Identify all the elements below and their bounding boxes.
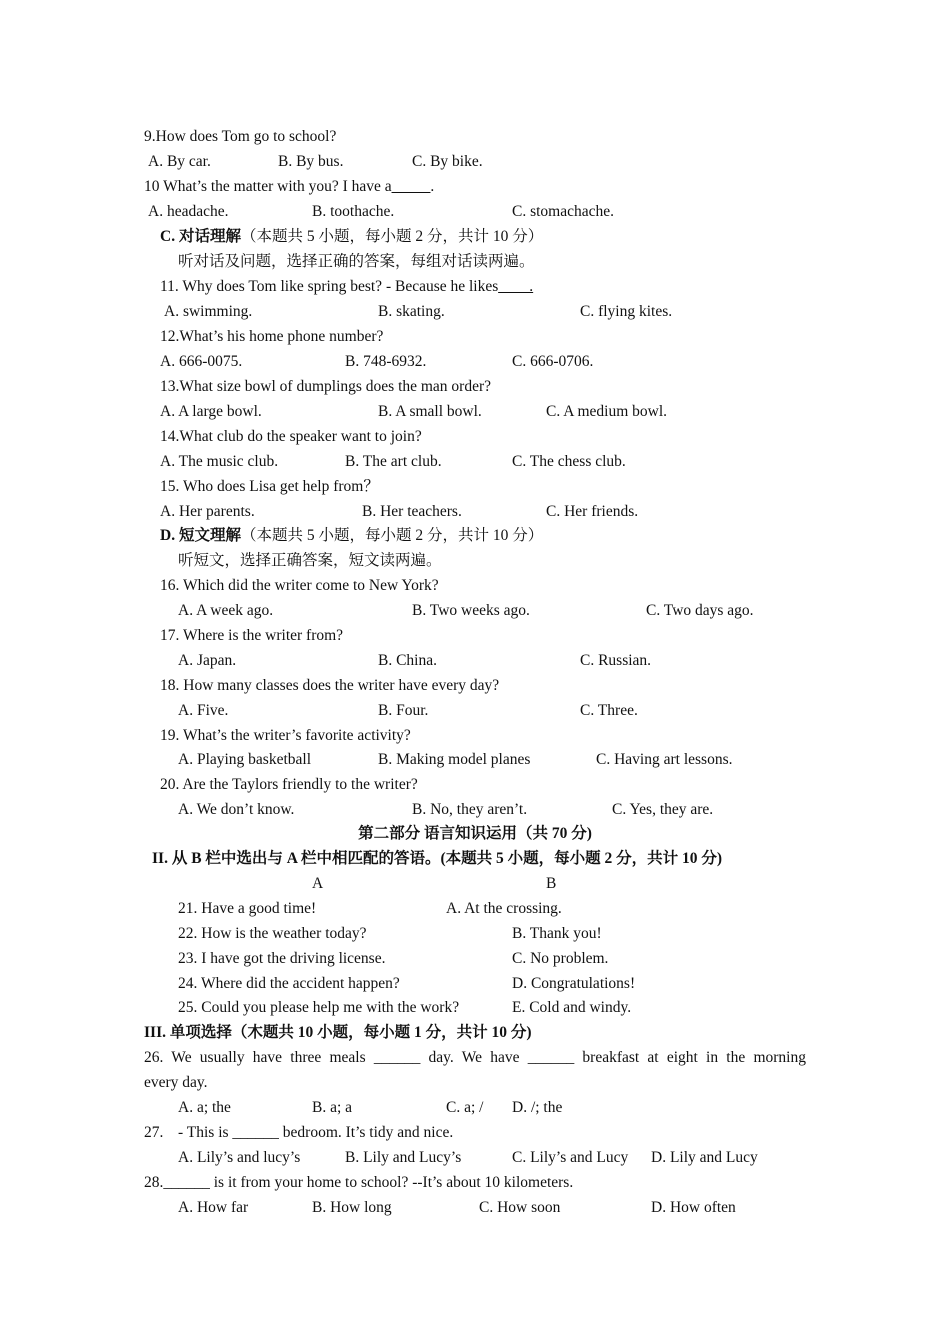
q12-option-b: B. 748-6932.: [345, 353, 427, 370]
q19-option-a: A. Playing basketball: [178, 751, 312, 768]
q27-option-b: B. Lily and Lucy’s: [345, 1149, 462, 1166]
question-26-line2: every day.: [144, 1074, 208, 1091]
q16-option-a: A. A week ago.: [178, 602, 274, 619]
question-19: 19. What’s the writer’s favorite activity?: [160, 727, 411, 744]
question-28: 28.______ is it from your home to school? --It’s about 10 kilometers.: [144, 1174, 574, 1191]
q27-option-d: D. Lily and Lucy: [651, 1149, 758, 1166]
match-a-21: 21. Have a good time!: [178, 900, 317, 917]
question-15: 15. Who does Lisa get help from？: [160, 478, 379, 495]
q15-option-c: C. Her friends.: [546, 503, 639, 520]
q18-option-b: B. Four.: [378, 702, 429, 719]
match-b-e: E. Cold and windy.: [512, 999, 632, 1016]
question-10-text: 10 What’s the matter with you? I have a: [144, 178, 392, 195]
q19-option-c: C. Having art lessons.: [596, 751, 733, 768]
section-d-label: D.: [160, 527, 176, 544]
question-26-line1: 26. We usually have three meals ______ day. We have ______ breakfast at eight in the morning: [144, 1049, 806, 1066]
q14-option-b: B. The art club.: [345, 453, 442, 470]
q27-option-c: C. Lily’s and Lucy: [512, 1149, 629, 1166]
section-c-heading: [160, 227, 543, 247]
q20-option-c: C. Yes, they are.: [612, 801, 714, 818]
match-b-a: A. At the crossing.: [446, 900, 562, 917]
q16-option-b: B. Two weeks ago.: [412, 602, 530, 619]
q28-option-b: B. How long: [312, 1199, 392, 1216]
question-11-blank: ____.: [498, 278, 534, 295]
q10-option-b: B. toothache.: [312, 203, 395, 220]
q18-option-c: C. Three.: [580, 702, 638, 719]
question-17: 17. Where is the writer from?: [160, 627, 344, 644]
section-c-instruction: 听对话及问题，选择正确的答案，每组对话读两遍。: [178, 253, 535, 270]
q11-option-a: A. swimming.: [164, 303, 253, 320]
q26-option-b: B. a; a: [312, 1099, 353, 1116]
q14-option-a: A. The music club.: [160, 453, 279, 470]
q17-option-b: B. China.: [378, 652, 437, 669]
q26-option-a: A. a; the: [178, 1099, 231, 1116]
q17-option-c: C. Russian.: [580, 652, 652, 669]
part-two-title: 第二部分 语言知识运用（共 70 分): [358, 825, 592, 842]
q9-option-a: A. By car.: [148, 153, 211, 170]
q17-option-a: A. Japan.: [178, 652, 237, 669]
q10-option-a: A. headache.: [148, 203, 229, 220]
question-16: 16. Which did the writer come to New York?: [160, 577, 439, 594]
q9-option-c: C. By bike.: [412, 153, 483, 170]
question-27: - This is ______ bedroom. It’s tidy and nice.: [178, 1124, 454, 1141]
match-b-d: D. Congratulations!: [512, 975, 636, 992]
question-27-number: 27.: [144, 1124, 164, 1141]
section-c-label: C.: [160, 228, 176, 245]
section-ii-column-b: B: [546, 875, 557, 892]
section-c-rule: （本题共 5 小题，每小题 2 分，共计 10 分）: [240, 228, 544, 245]
q27-option-a: A. Lily’s and lucy’s: [178, 1149, 301, 1166]
match-a-23: 23. I have got the driving license.: [178, 950, 386, 967]
q11-option-b: B. skating.: [378, 303, 445, 320]
q26-option-c: C. a; /: [446, 1099, 484, 1116]
match-b-c: C. No problem.: [512, 950, 609, 967]
q11-option-c: C. flying kites.: [580, 303, 673, 320]
q28-option-c: C. How soon: [479, 1199, 561, 1216]
question-11: [160, 277, 533, 297]
q12-option-c: C. 666-0706.: [512, 353, 594, 370]
question-13: 13.What size bowl of dumplings does the man order?: [160, 378, 492, 395]
question-11-text: 11. Why does Tom like spring best? - Because he likes: [160, 278, 499, 295]
q15-option-a: A. Her parents.: [160, 503, 255, 520]
q26-option-d: D. /; the: [512, 1099, 563, 1116]
match-a-22: 22. How is the weather today?: [178, 925, 367, 942]
q10-option-c: C. stomachache.: [512, 203, 615, 220]
question-12: 12.What’s his home phone number?: [160, 328, 384, 345]
match-a-24: 24. Where did the accident happen?: [178, 975, 400, 992]
section-d-title: 短文理解: [178, 527, 241, 544]
q13-option-a: A. A large bowl.: [160, 403, 262, 420]
section-ii-column-a: A: [312, 875, 324, 892]
section-iii-title: III. 单项选择（木题共 10 小题，每小题 1 分，共计 10 分): [144, 1024, 532, 1041]
q20-option-a: A. We don’t know.: [178, 801, 295, 818]
question-9: 9.How does Tom go to school?: [144, 128, 337, 145]
match-b-b: B. Thank you!: [512, 925, 602, 942]
q15-option-b: B. Her teachers.: [362, 503, 462, 520]
question-10: [144, 177, 434, 197]
section-d-rule: （本题共 5 小题，每小题 2 分，共计 10 分）: [240, 527, 544, 544]
match-a-25: 25. Could you please help me with the work?: [178, 999, 460, 1016]
q18-option-a: A. Five.: [178, 702, 229, 719]
q19-option-b: B. Making model planes: [378, 751, 531, 768]
question-18: 18. How many classes does the writer have every day?: [160, 677, 500, 694]
section-ii-title: II. 从 B 栏中选出与 A 栏中相匹配的答语。(本题共 5 小题，每小题 2 分，共计 10 分): [152, 850, 723, 867]
q20-option-b: B. No, they aren’t.: [412, 801, 528, 818]
section-d-instruction: 听短文，选择正确答案，短文读两遍。: [178, 552, 442, 569]
q14-option-c: C. The chess club.: [512, 453, 626, 470]
q16-option-c: C. Two days ago.: [646, 602, 754, 619]
q9-option-b: B. By bus.: [278, 153, 344, 170]
q13-option-c: C. A medium bowl.: [546, 403, 667, 420]
question-10-blank: _____: [391, 178, 431, 195]
q13-option-b: B. A small bowl.: [378, 403, 482, 420]
section-d-heading: [160, 526, 543, 546]
question-20: 20. Are the Taylors friendly to the writer?: [160, 776, 418, 793]
section-c-title: 对话理解: [178, 228, 241, 245]
q12-option-a: A. 666-0075.: [160, 353, 243, 370]
q28-option-a: A. How far: [178, 1199, 249, 1216]
question-14: 14.What club do the speaker want to join?: [160, 428, 422, 445]
q28-option-d: D. How often: [651, 1199, 736, 1216]
question-10-end: .: [430, 178, 435, 195]
